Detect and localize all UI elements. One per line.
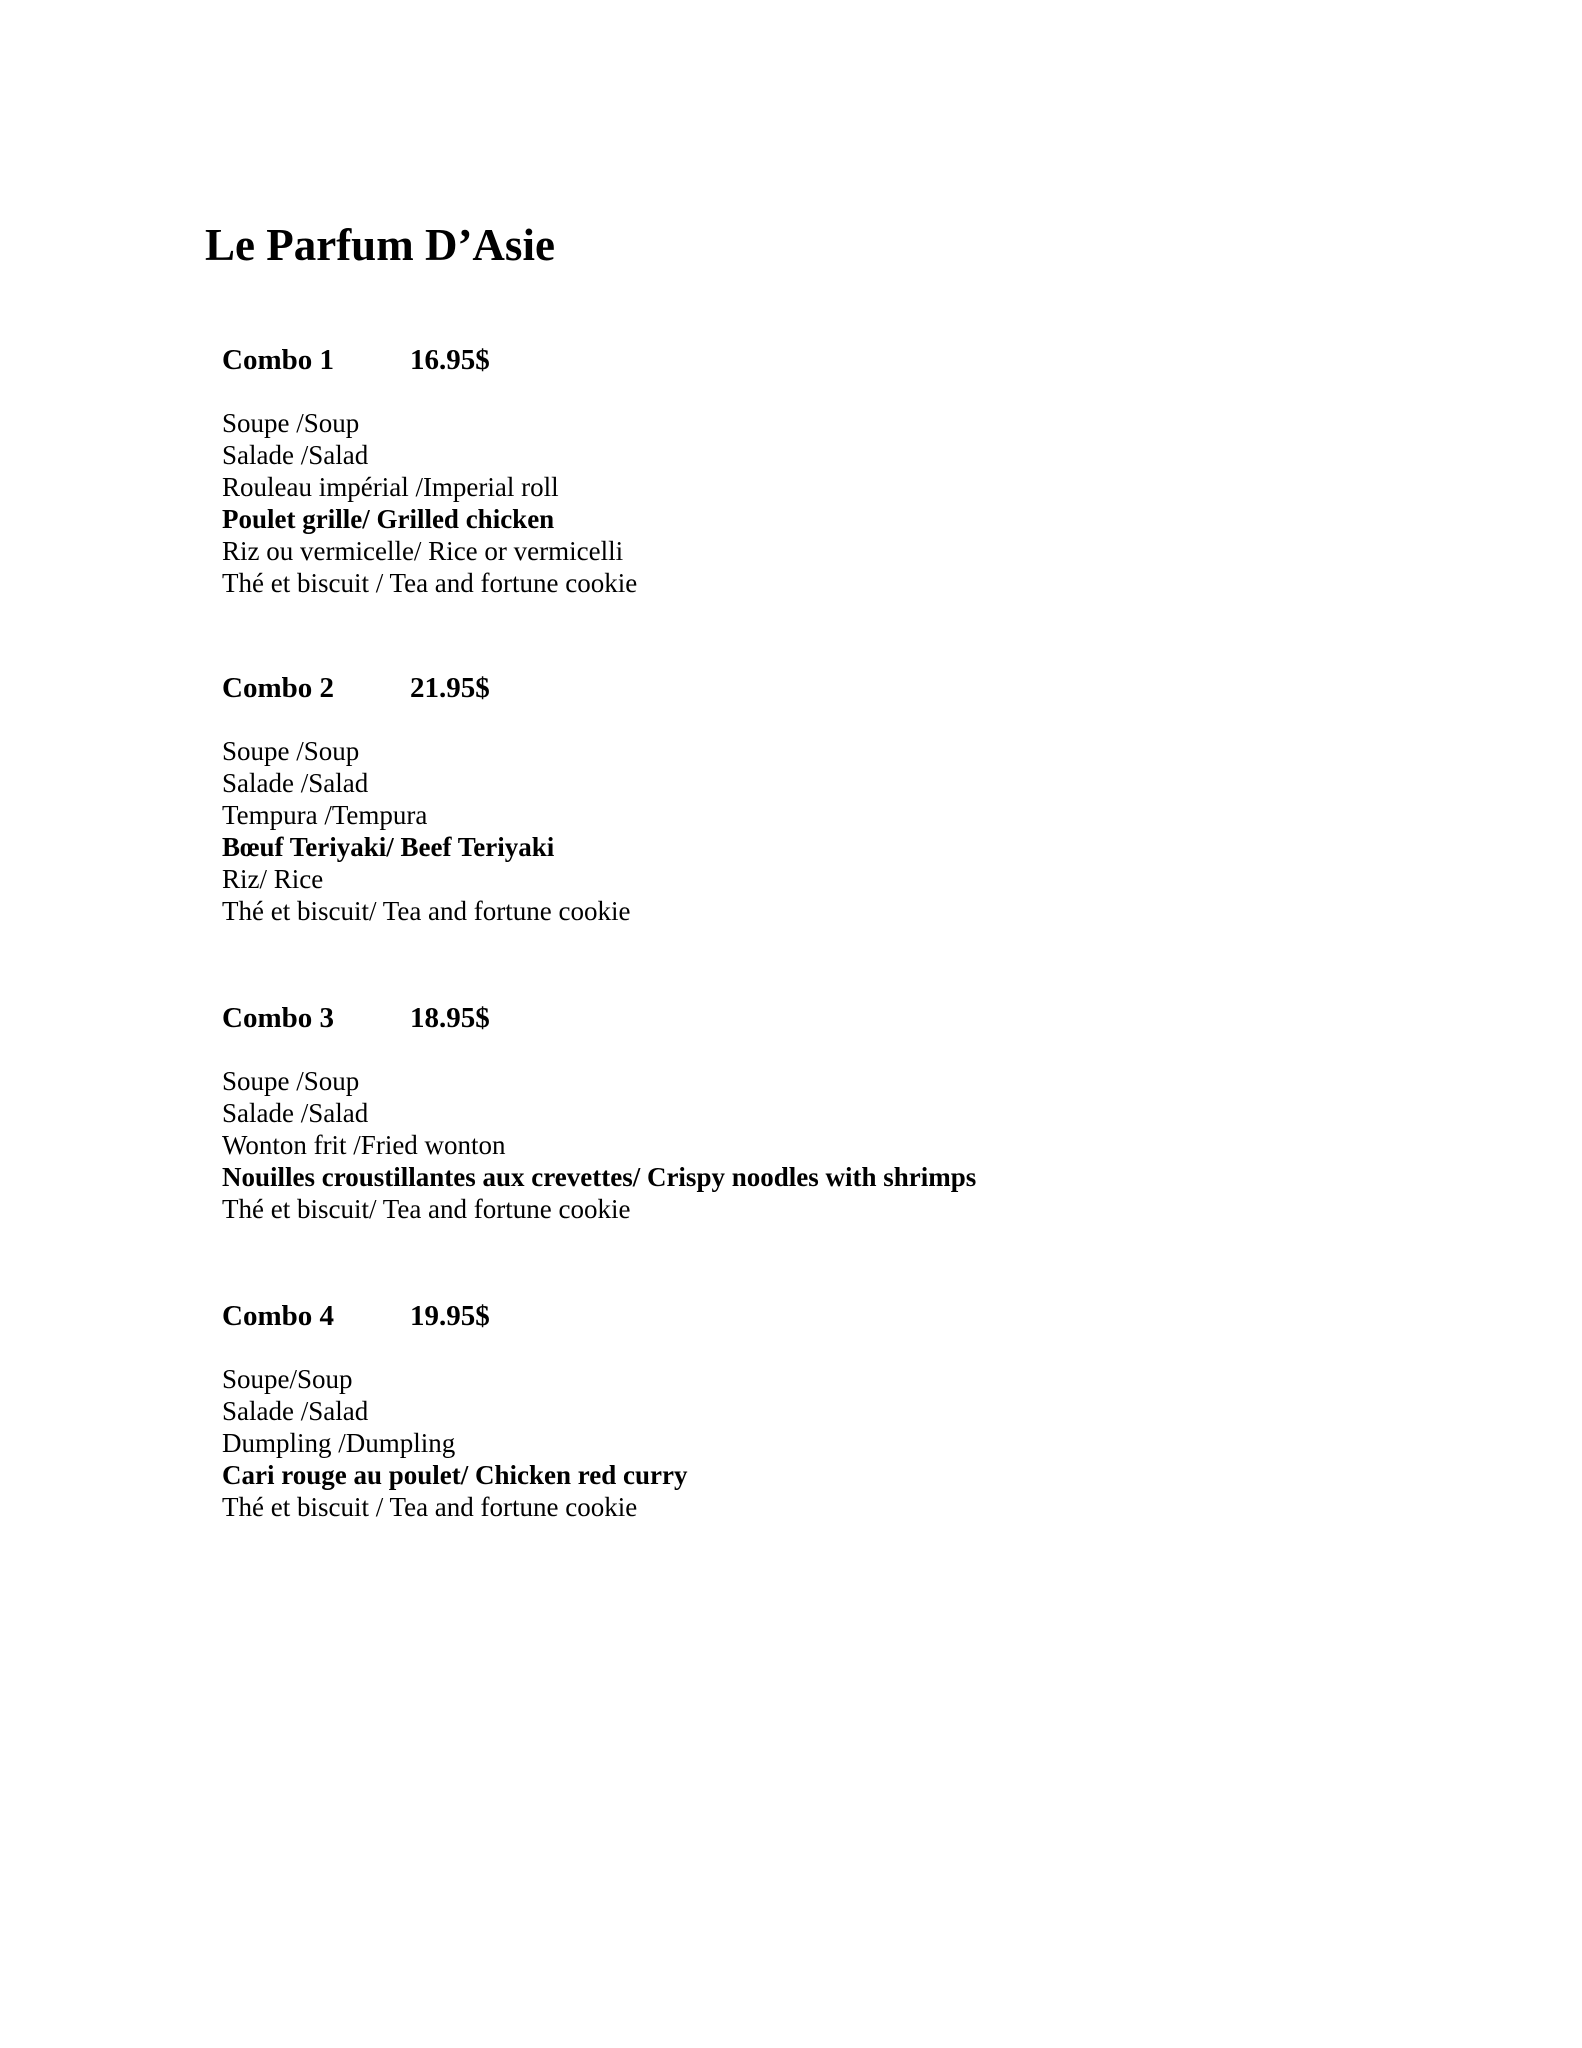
menu-item: Salade /Salad [222,768,369,798]
combo-header [222,1296,1422,1336]
menu-item: Rouleau impérial /Imperial roll [222,472,559,502]
combo-name: Combo 3 [222,1002,334,1034]
combo-items-list [222,1363,1422,1523]
combo-price: 21.95$ [410,672,490,704]
combo-name: Combo 2 [222,672,334,704]
menu-item: Soupe /Soup [222,1066,360,1096]
menu-item: Dumpling /Dumpling [222,1428,456,1458]
combo-header [222,998,1422,1038]
menu-item: Thé et biscuit/ Tea and fortune cookie [222,896,631,926]
combo-items-list [222,407,1422,599]
menu-item: Thé et biscuit/ Tea and fortune cookie [222,1194,631,1224]
main-dish-item: Nouilles croustillantes aux crevettes/ Crispy noodles with shrimps [222,1162,977,1192]
main-dish-item: Cari rouge au poulet/ Chicken red curry [222,1460,688,1490]
menu-item: Riz/ Rice [222,864,324,894]
combo-price: 19.95$ [410,1300,490,1332]
menu-item: Riz ou vermicelle/ Rice or vermicelli [222,536,624,566]
menu-item: Soupe /Soup [222,736,360,766]
restaurant-title: Le Parfum D’Asie [205,220,555,270]
menu-item: Salade /Salad [222,1396,369,1426]
combo-price: 18.95$ [410,1002,490,1034]
combo-price: 16.95$ [410,344,490,376]
menu-item: Tempura /Tempura [222,800,428,830]
menu-item: Thé et biscuit / Tea and fortune cookie [222,1492,638,1522]
combo-section [222,340,1422,599]
main-dish-item: Poulet grille/ Grilled chicken [222,504,555,534]
combo-header [222,340,1422,380]
combo-name: Combo 4 [222,1300,334,1332]
combo-section [222,668,1422,927]
main-dish-item: Bœuf Teriyaki/ Beef Teriyaki [222,832,555,862]
combo-section [222,998,1422,1225]
menu-item: Thé et biscuit / Tea and fortune cookie [222,568,638,598]
menu-item: Salade /Salad [222,440,369,470]
combo-section [222,1296,1422,1523]
menu-item: Soupe/Soup [222,1364,353,1394]
combo-items-list [222,1065,1422,1225]
menu-item: Soupe /Soup [222,408,360,438]
menu-item: Wonton frit /Fried wonton [222,1130,506,1160]
combo-items-list [222,735,1422,927]
menu-item: Salade /Salad [222,1098,369,1128]
combo-header [222,668,1422,708]
combo-name: Combo 1 [222,344,334,376]
